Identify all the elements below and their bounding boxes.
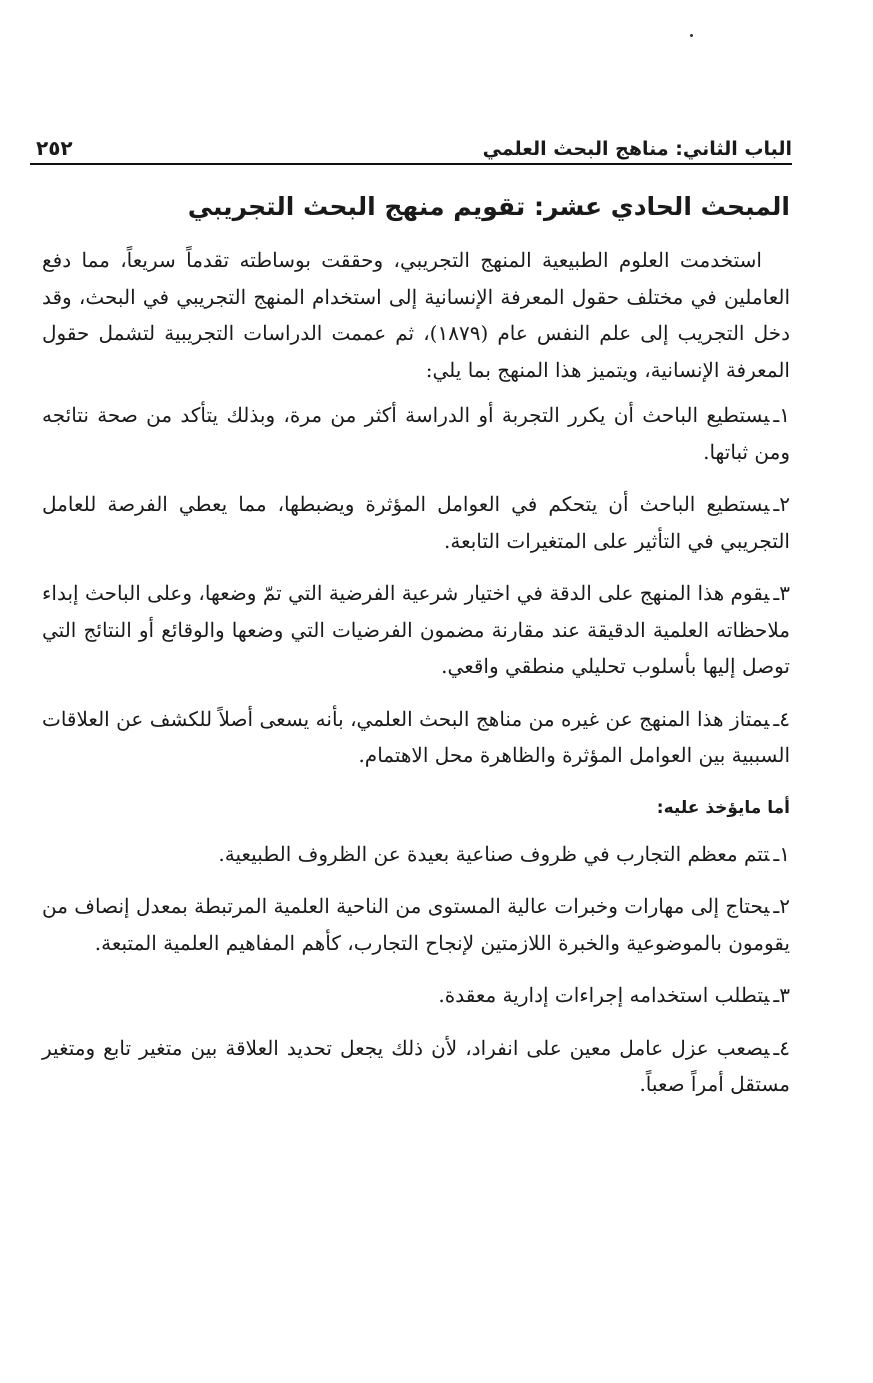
item-number: ٢ـ [773, 492, 790, 516]
chapter-running-title: الباب الثاني: مناهج البحث العلمي [482, 138, 792, 160]
item-text: يستطيع الباحث أن يكرر التجربة أو الدراسة أكثر من مرة، وبذلك يتأكد من صحة نتائجه ومن ثباتها. [42, 403, 790, 464]
page-number: ٢٥٢ [36, 136, 73, 160]
item-text: يستطيع الباحث أن يتحكم في العوامل المؤثرة ويضبطها، مما يعطي الفرصة للعامل التجريبي في التأثير على المتغيرات التابعة. [42, 492, 790, 553]
list-item [42, 575, 790, 685]
item-number: ٤ـ [773, 1035, 790, 1060]
item-number: ٣ـ [773, 983, 790, 1007]
section-title: المبحث الحادي عشر: تقويم منهج البحث التجريبي [187, 192, 790, 221]
item-text: يمتاز هذا المنهج عن غيره من مناهج البحث العلمي، بأنه يسعى أصلاً للكشف عن العلاقات السببية بين العوامل المؤثرة والظاهرة محل الاهتمام. [42, 706, 790, 767]
running-header [30, 126, 792, 160]
intro-paragraph: استخدمت العلوم الطبيعية المنهج التجريبي، وحققت بوساطته تقدماً سريعاً، مما دفع العاملين في مختلف حقول المعرفة الإنسانية إلى استخدام المنهج التجريبي في البحث، وقد دخل التجريب إلى علم النفس عام (١٨٧٩)، ثم عممت الدراسات التجريبية لتشمل حقول المعرفة الإنسانية، ويتميز هذا المنهج بما يلي: [42, 248, 790, 382]
item-number: ١ـ [773, 841, 790, 866]
list-item [42, 888, 790, 961]
criticisms-list [42, 836, 790, 1103]
list-item [42, 977, 790, 1014]
page-content [42, 180, 790, 1119]
item-text: تتم معظم التجارب في ظروف صناعية بعيدة عن الظروف الطبيعية. [218, 841, 770, 866]
list-item [42, 836, 790, 873]
list-item [42, 397, 790, 470]
criticism-heading: أما مايؤخذ عليه: [656, 797, 790, 818]
item-number: ١ـ [773, 403, 790, 427]
item-number: ٢ـ [773, 894, 790, 918]
advantages-list [42, 397, 790, 774]
item-number: ٣ـ [773, 581, 790, 605]
item-text: يتطلب استخدامه إجراءات إدارية معقدة. [438, 983, 770, 1007]
item-text: يصعب عزل عامل معين على انفراد، لأن ذلك يجعل تحديد العلاقة بين متغير تابع ومتغير مستقل أمراً صعباً. [42, 1035, 790, 1096]
item-number: ٤ـ [773, 706, 790, 731]
list-item [42, 486, 790, 559]
scan-speck [690, 34, 693, 37]
item-text: يقوم هذا المنهج على الدقة في اختيار شرعية الفرضية التي تمّ وضعها، وعلى الباحث إبداء ملاحظاته العلمية الدقيقة عند مقارنة مضمون الفرضيات التي وضعها والوقائع أو النتائج التي توصل إليها بأسلوب تحليلي منطقي واقعي. [42, 581, 790, 678]
header-rule [30, 163, 792, 165]
item-text: يحتاج إلى مهارات وخبرات عالية المستوى من الناحية العلمية المرتبطة بمعدل إنصاف من يقومون بالموضوعية والخبرة اللازمتين لإنجاح التجارب، كأهم المفاهيم العلمية المتبعة. [42, 894, 790, 955]
list-item [42, 701, 790, 774]
list-item [42, 1030, 790, 1103]
